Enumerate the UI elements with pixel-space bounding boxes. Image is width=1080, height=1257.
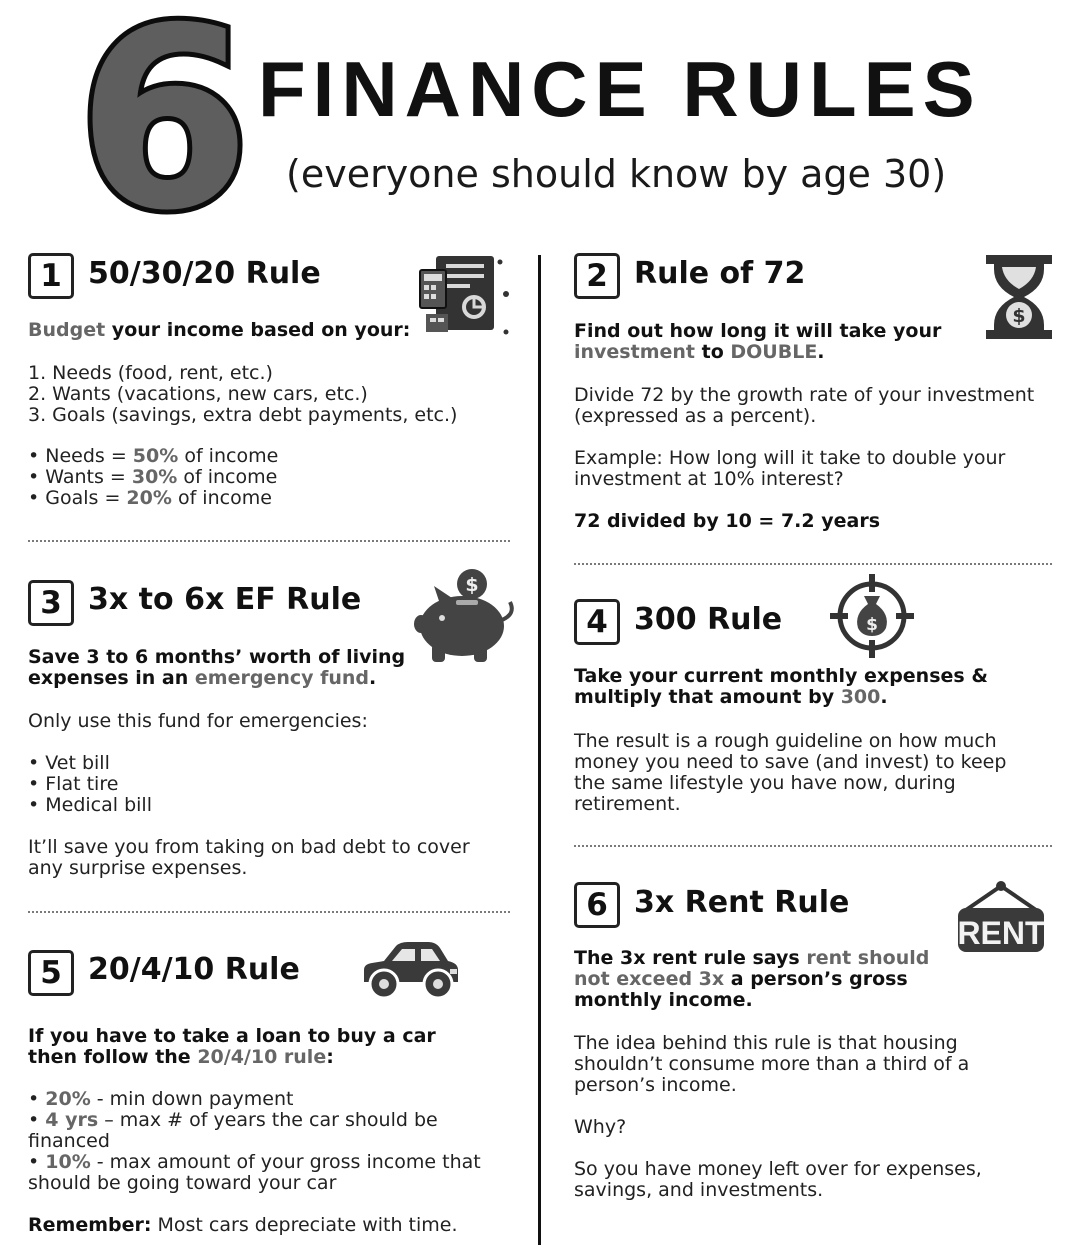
rule-lead: The 3x rent rule says rent should not exceed 3x a person’s gross monthly income. (574, 947, 930, 1011)
rule-lead: Find out how long it will take your investment to DOUBLE. (574, 320, 942, 363)
highlight-text: investment (574, 341, 695, 363)
column-divider (538, 255, 541, 1245)
emergency-list (28, 753, 152, 816)
highlight-text: 300 (840, 686, 881, 708)
rule-title: 3x Rent Rule (634, 885, 850, 920)
rule-lead: Take your current monthly expenses & multiply that amount by 300. (574, 665, 988, 708)
list-item: 1. Needs (food, rent, etc.) (28, 362, 273, 384)
rule-lead (28, 320, 410, 341)
big-number-six (77, 0, 251, 265)
rule-title: 20/4/10 Rule (88, 952, 300, 987)
list-item: 2. Wants (vacations, new cars, etc.) (28, 383, 368, 405)
remember-note (28, 1215, 458, 1236)
rule-paragraph: Only use this fund for emergencies: (28, 710, 368, 732)
list-item: • Medical bill (28, 794, 152, 816)
piggy-bank-icon (412, 566, 520, 666)
highlight-text: Budget (28, 319, 106, 341)
rule-paragraph: Divide 72 by the growth rate of your investment (expressed as a percent). (574, 384, 1035, 427)
rule-answer: 72 divided by 10 = 7.2 years (574, 510, 881, 532)
page-title: FINANCE RULES (258, 45, 982, 133)
section-divider (574, 563, 1052, 565)
rent-sign-icon (952, 878, 1050, 956)
list-item: 3. Goals (savings, extra debt payments, etc.) (28, 404, 458, 426)
list-item: • Vet bill (28, 752, 110, 774)
list-item: • Wants = 30% of income (28, 466, 278, 488)
rule-number-badge: 6 (574, 882, 620, 928)
car-loan-bullets (28, 1089, 481, 1194)
rule-number-badge: 3 (28, 580, 74, 626)
list-item: • Goals = 20% of income (28, 487, 272, 509)
section-divider (28, 540, 510, 542)
list-item: • Needs = 50% of income (28, 445, 279, 467)
highlight-text: 20/4/10 rule (197, 1046, 327, 1068)
section-divider (574, 845, 1052, 847)
remember-label: Remember: (28, 1214, 152, 1236)
rule-paragraph: The result is a rough guideline on how much money you need to save (and invest) to keep the same lifestyle you have now, during retirement. (574, 730, 1007, 815)
page-subtitle: (everyone should know by age 30) (286, 152, 947, 196)
big-number-glyph: 6 (77, 0, 251, 265)
svg-text:$: $ (1012, 305, 1026, 327)
rule-title: 300 Rule (634, 602, 783, 637)
rule-paragraph: It’ll save you from taking on bad debt to cover any surprise expenses. (28, 836, 470, 879)
rule-paragraph: The idea behind this rule is that housing shouldn’t consume more than a third of a person’s income. (574, 1032, 970, 1096)
rule-number-badge: 5 (28, 950, 74, 996)
rule-example: Example: How long will it take to double your investment at 10% interest? (574, 447, 1006, 490)
rent-sign-text: RENT (957, 915, 1045, 951)
list-item: • 4 yrs – max # of years the car should be (28, 1109, 438, 1131)
remember-text: Most cars depreciate with time. (151, 1214, 458, 1236)
rule-question: Why? (574, 1116, 627, 1138)
lead-text: your income based on your: (105, 319, 411, 341)
budget-report-icon (416, 252, 514, 340)
highlight-text: rent should (806, 947, 930, 969)
rule-title: Rule of 72 (634, 256, 806, 291)
list-item: • 10% - max amount of your gross income that (28, 1151, 481, 1173)
rule-lead: Save 3 to 6 months’ worth of living expenses in an emergency fund. (28, 646, 406, 689)
rule-paragraph: So you have money left over for expenses, savings, and investments. (574, 1158, 982, 1201)
rule-number-badge: 1 (28, 253, 74, 299)
list-item: • 20% - min down payment (28, 1088, 294, 1110)
highlight-text: DOUBLE (730, 341, 818, 363)
rule-lead: If you have to take a loan to buy a car then follow the 20/4/10 rule: (28, 1025, 436, 1068)
car-icon (358, 938, 462, 1002)
hourglass-dollar-icon (984, 253, 1054, 341)
percentage-bullets (28, 446, 278, 509)
list-item: should be going toward your car (28, 1172, 337, 1194)
list-item: • Flat tire (28, 773, 119, 795)
highlight-text: emergency fund (194, 667, 370, 689)
money-target-icon (828, 572, 916, 660)
rule-title: 50/30/20 Rule (88, 256, 321, 291)
highlight-text: not exceed 3x (574, 968, 725, 990)
rule-number-badge: 4 (574, 599, 620, 645)
rule-number-badge: 2 (574, 253, 620, 299)
list-item: financed (28, 1130, 110, 1152)
rule-title: 3x to 6x EF Rule (88, 582, 362, 617)
svg-text:$: $ (465, 574, 479, 596)
svg-text:$: $ (866, 615, 878, 635)
section-divider (28, 911, 510, 913)
needs-wants-goals-list (28, 363, 457, 426)
